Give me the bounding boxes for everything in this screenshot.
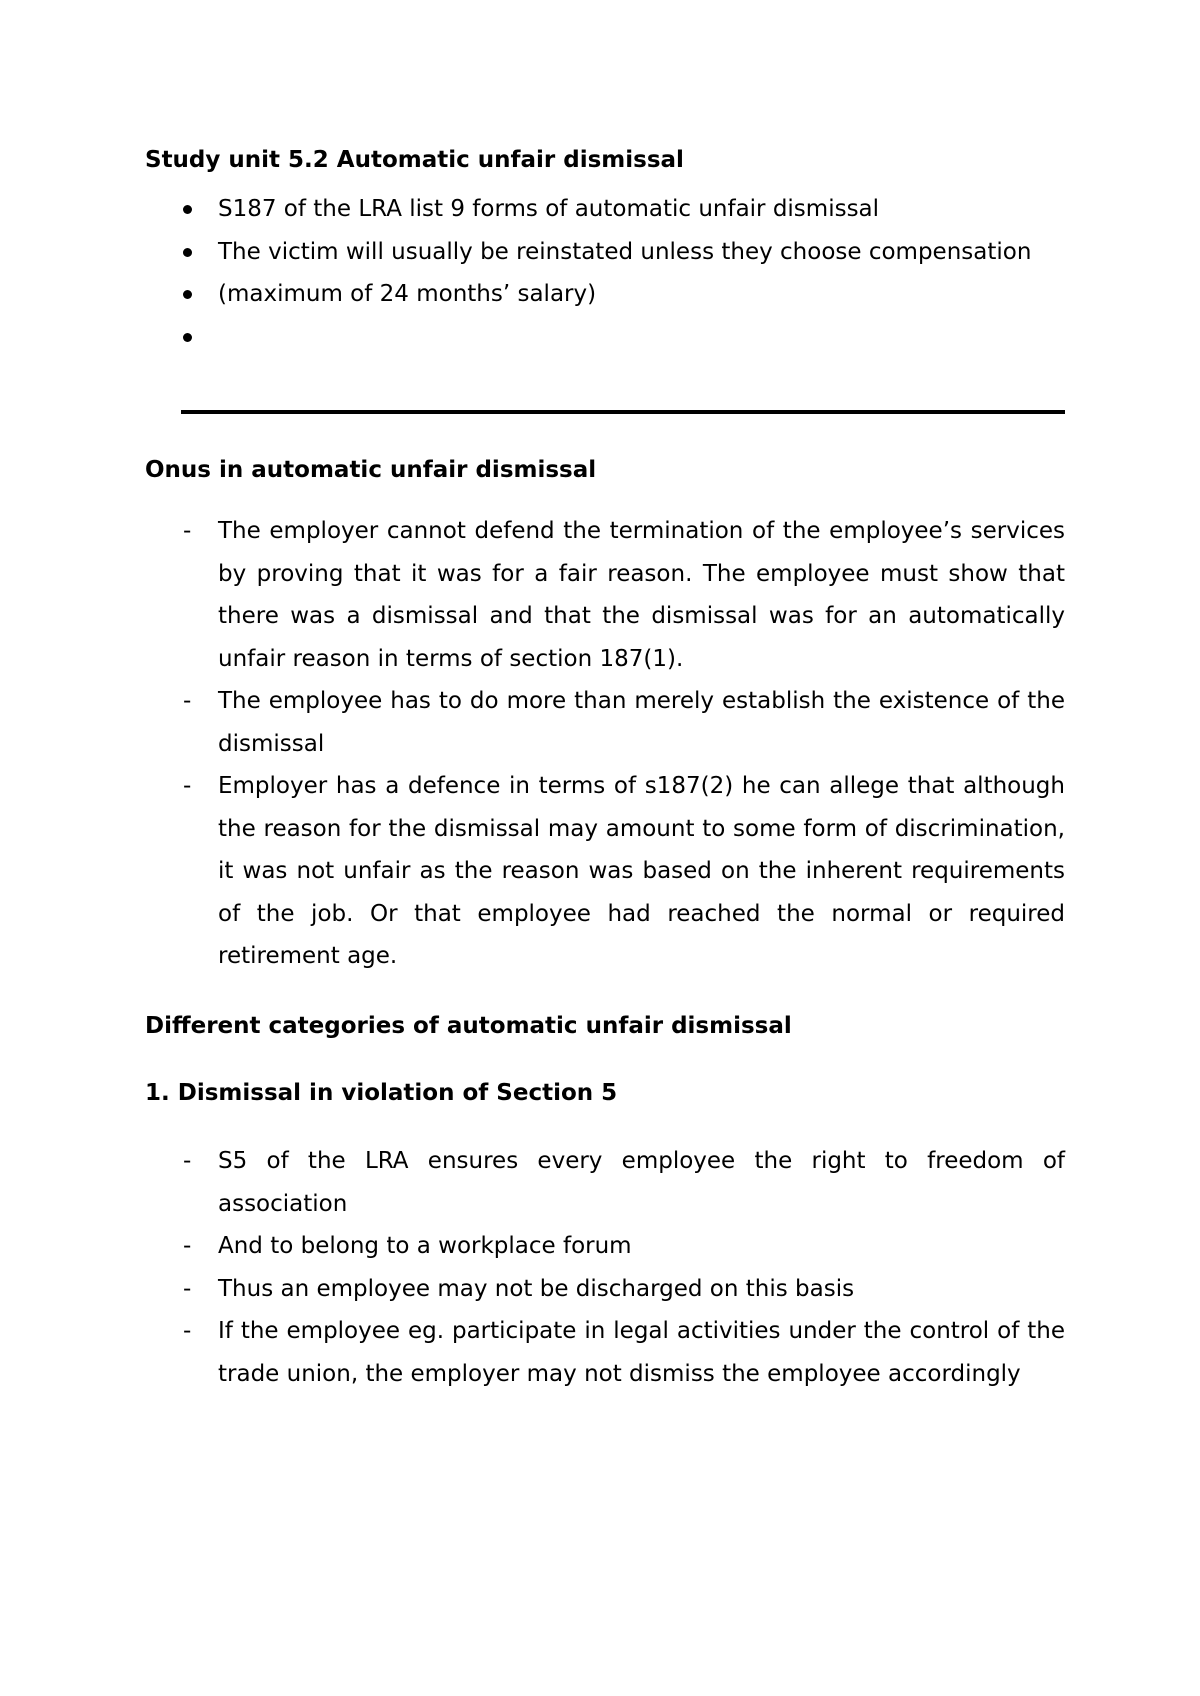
list-item-text: S5 of the LRA ensures every employee the right to freedom of association	[218, 1148, 1065, 1217]
list-item-text: S187 of the LRA list 9 forms of automatic unfair dismissal	[218, 196, 880, 222]
horizontal-rule	[181, 410, 1065, 414]
section-1-heading: 1. Dismissal in violation of Section 5	[145, 1080, 618, 1106]
bullet-icon	[183, 290, 192, 299]
list-item	[145, 1268, 1065, 1311]
list-item-text: Employer has a defence in terms of s187(2) he can allege that although the reason for the dismissal may amount to some form of discrimination, it was not unfair as the reason was based on the inherent requirements of the job. Or that employee had reached the normal or required retirement age.	[218, 773, 1065, 969]
onus-list	[145, 510, 1065, 978]
list-item	[145, 1310, 1065, 1395]
bullet-icon	[183, 205, 192, 214]
list-item	[145, 273, 1065, 316]
list-item	[145, 680, 1065, 765]
dash-marker: -	[183, 1275, 192, 1302]
dash-marker: -	[183, 688, 192, 714]
list-item-text: And to belong to a workplace forum	[218, 1233, 632, 1259]
dash-marker: -	[183, 1318, 192, 1344]
bullet-icon	[183, 248, 192, 257]
list-item	[145, 1140, 1065, 1225]
intro-bullet-list	[145, 188, 1065, 350]
dash-marker: -	[183, 773, 192, 799]
page-title: Study unit 5.2 Automatic unfair dismissal	[145, 147, 684, 173]
dash-marker: -	[183, 518, 192, 544]
list-item-text: Thus an employee may not be discharged on this basis	[218, 1275, 855, 1302]
list-item	[145, 765, 1065, 978]
bullet-icon	[183, 333, 192, 342]
list-item-text: The employee has to do more than merely establish the existence of the dismissal	[218, 688, 1065, 757]
onus-heading: Onus in automatic unfair dismissal	[145, 457, 597, 483]
list-item-text: The victim will usually be reinstated unless they choose compensation	[218, 238, 1032, 265]
dash-marker: -	[183, 1148, 192, 1174]
dash-marker: -	[183, 1233, 192, 1259]
list-item	[145, 316, 1065, 350]
list-item	[145, 1225, 1065, 1268]
list-item-text: If the employee eg. participate in legal activities under the control of the trade union, the employer may not dismiss the employee accordingly	[218, 1318, 1065, 1387]
list-item-text: The employer cannot defend the termination of the employee’s services by proving that it was for a fair reason. The employee must show that there was a dismissal and that the dismissal was for an automatically unfair reason in terms of section 187(1).	[218, 518, 1065, 672]
section-1-list	[145, 1140, 1065, 1395]
list-item	[145, 510, 1065, 680]
categories-heading: Different categories of automatic unfair dismissal	[145, 1013, 792, 1039]
list-item-text: (maximum of 24 months’ salary)	[218, 281, 597, 307]
list-item	[145, 231, 1065, 274]
list-item	[145, 188, 1065, 231]
